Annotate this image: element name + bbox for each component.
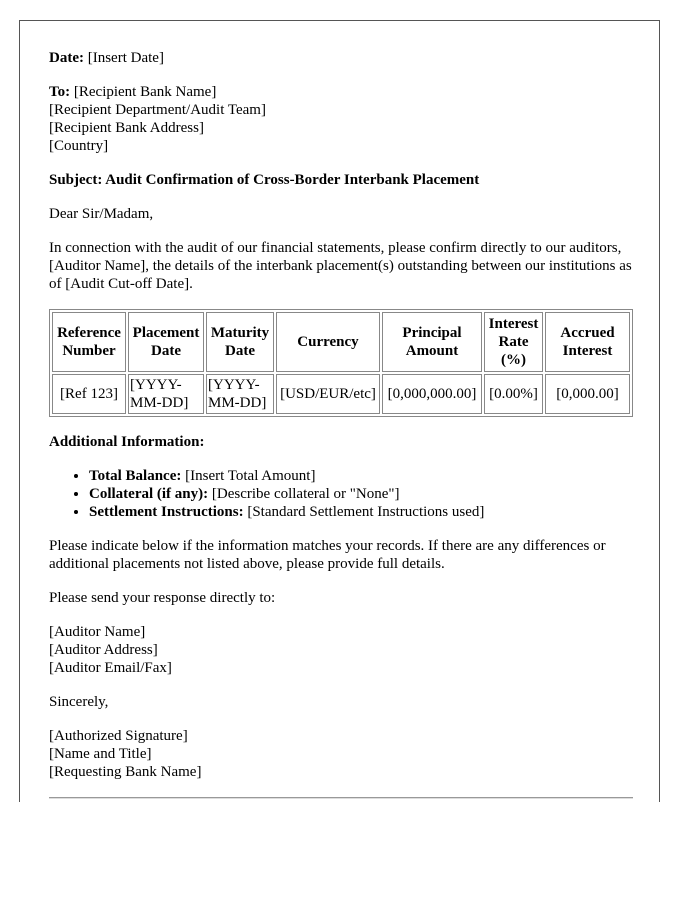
header-principal: Principal Amount xyxy=(382,312,482,372)
placement-table xyxy=(49,309,633,417)
header-currency: Currency xyxy=(276,312,380,372)
send-to-line: Please send your response directly to: xyxy=(49,590,276,606)
header-placement-date: Placement Date xyxy=(128,312,204,372)
additional-heading: Additional Information: xyxy=(49,434,205,450)
list-item: • Total Balance: [Insert Total Amount] xyxy=(89,467,633,485)
salutation: Dear Sir/Madam, xyxy=(49,206,154,222)
letter-content xyxy=(49,49,633,799)
header-maturity-date: Maturity Date xyxy=(206,312,274,372)
cell-principal: [0,000,000.00] xyxy=(382,374,482,414)
cell-maturity-date: [YYYY-MM-DD] xyxy=(206,374,274,414)
list-item: • Collateral (if any): [Describe collateral or "None"] xyxy=(89,485,633,503)
cell-accrued-interest: [0,000.00] xyxy=(545,374,630,414)
list-item: • Settlement Instructions: [Standard Settlement Instructions used] xyxy=(89,503,633,521)
header-interest-rate: Interest Rate (%) xyxy=(484,312,543,372)
table-row xyxy=(52,374,630,414)
signature-block: [Authorized Signature] [Name and Title] [Requesting Bank Name] xyxy=(49,728,202,780)
intro-paragraph: In connection with the audit of our financial statements, please confirm directly to our auditors, [Auditor Name], the details of the interbank placement(s) outstanding between our institutions as of [Audit Cut-off Date]. xyxy=(49,240,632,292)
cell-currency: [USD/EUR/etc] xyxy=(276,374,380,414)
closing: Sincerely, xyxy=(49,694,109,710)
header-reference: Reference Number xyxy=(52,312,126,372)
cell-reference: [Ref 123] xyxy=(52,374,126,414)
subject-line: Subject: Audit Confirmation of Cross-Border Interbank Placement xyxy=(49,172,480,188)
cell-placement-date: [YYYY-MM-DD] xyxy=(128,374,204,414)
additional-list xyxy=(49,467,633,521)
cell-interest-rate: [0.00%] xyxy=(484,374,543,414)
header-accrued-interest: Accrued Interest xyxy=(545,312,630,372)
recipient-block: To: [Recipient Bank Name] [Recipient Department/Audit Team] [Recipient Bank Address] [Country] xyxy=(49,84,266,154)
date-line: Date: [Insert Date] xyxy=(49,50,164,66)
instructions-paragraph: Please indicate below if the information matches your records. If there are any differences or additional placements not listed above, please provide full details. xyxy=(49,538,606,572)
divider xyxy=(49,797,633,799)
auditor-block: [Auditor Name] [Auditor Address] [Auditor Email/Fax] xyxy=(49,624,172,676)
table-header-row xyxy=(52,312,630,372)
